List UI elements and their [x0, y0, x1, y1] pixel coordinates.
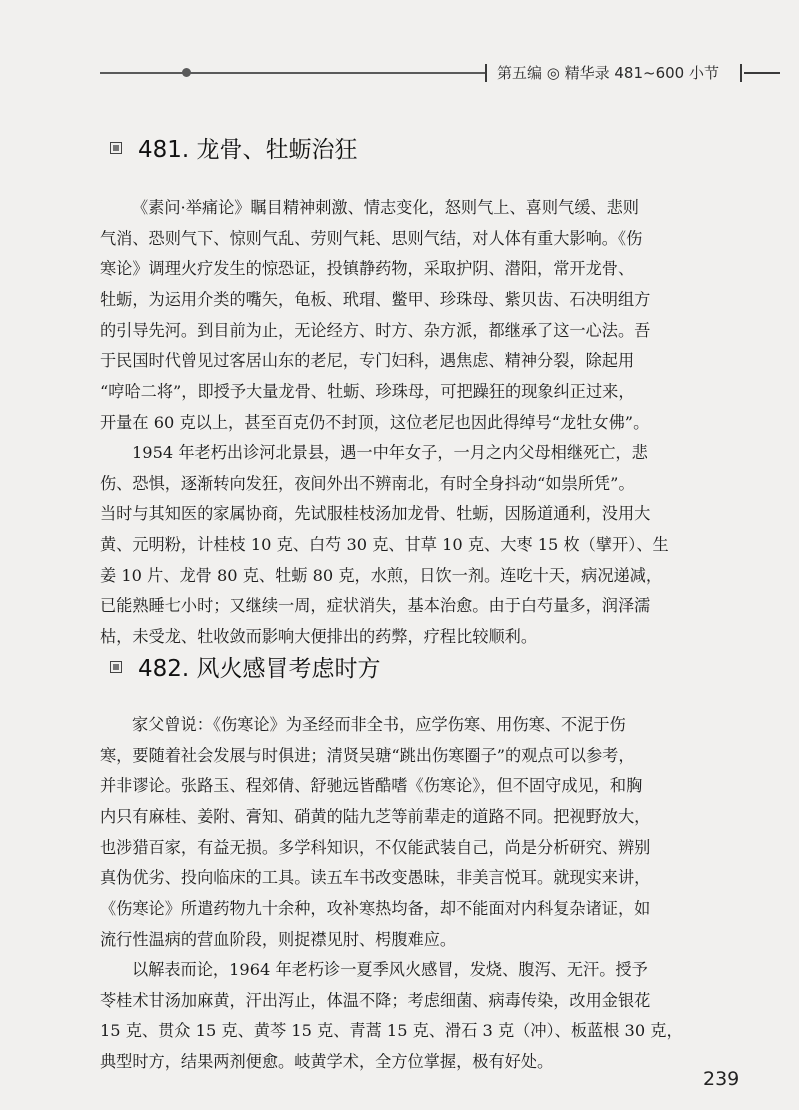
text-line: 也涉猎百家，有益无损。多学科知识，不仅能武装自己，尚是分析研究、辨别: [100, 837, 651, 857]
square-bullet-icon: [110, 142, 122, 154]
page-number: 239: [703, 1068, 740, 1090]
text-line: 典型时方，结果两剂便愈。岐黄学术，全方位掌握，极有好处。: [100, 1052, 554, 1072]
text-line: “哼哈二将”，即授予大量龙骨、牡蛎、珍珠母，可把躁狂的现象纠正过来，: [100, 382, 635, 402]
text-line: 伤、恐惧，逐渐转向发狂，夜间外出不辨南北，有时全身抖动“如祟所凭”。: [100, 473, 635, 493]
text-line: 已能熟睡七小时；又继续一周，症状消失，基本治愈。由于白芍量多，润泽濡: [100, 596, 651, 616]
section-481-paragraph-2: [100, 438, 740, 653]
text-line: 的引导先河。到目前为止，无论经方、时方、杂方派，都继承了这一心法。吾: [100, 320, 651, 340]
text-line: 气消、恐则气下、惊则气乱、劳则气耗、思则气结，对人体有重大影响。《伤: [100, 228, 643, 248]
text-line: 家父曾说：《伤寒论》为圣经而非全书，应学伤寒、用伤寒、不泥于伤: [132, 715, 626, 734]
section-heading-482: [110, 650, 381, 683]
text-line: 开量在 60 克以上，甚至百克仍不封顶，这位老尼也因此得绰号“龙牡女佛”。: [100, 412, 650, 432]
text-line: 15 克、贯众 15 克、黄芩 15 克、青蒿 15 克、滑石 3 克（冲）、板蓝根 30 克，: [100, 1021, 683, 1041]
text-line: 《素问·举痛论》瞩目精神刺激、情志变化，怒则气上、喜则气缓、悲则: [132, 198, 639, 217]
text-line: 苓桂术甘汤加麻黄，汗出泻止，体温不降；考虑细菌、病毒传染，改用金银花: [100, 990, 651, 1010]
text-line: 内只有麻桂、姜附、膏知、硝黄的陆九芝等前辈走的道路不同。把视野放大，: [100, 807, 651, 827]
text-line: 黄、元明粉，计桂枝 10 克、白芍 30 克、甘草 10 克、大枣 15 枚（擘开）、生: [100, 535, 669, 555]
section-title: 482. 风火感冒考虑时方: [138, 656, 381, 682]
header-rule: [100, 72, 485, 74]
text-line: 并非谬论。张路玉、程郊倩、舒驰远皆酷嗜《伤寒论》，但不固守成见，和胸: [100, 776, 643, 796]
text-line: 姜 10 片、龙骨 80 克、牡蛎 80 克，水煎，日饮一剂。连吃十天，病况递减，: [100, 565, 663, 585]
running-header-title: 第五编 ◎ 精华录 481~600 小节: [497, 64, 719, 82]
text-line: 流行性温病的营血阶段，则捉襟见肘、枵腹难应。: [100, 929, 457, 949]
square-bullet-icon: [110, 661, 122, 673]
section-481-paragraph-1: [100, 193, 740, 439]
header-rule-dot: [182, 68, 191, 77]
text-line: 牡蛎，为运用介类的嘴矢，龟板、玳瑁、鳖甲、珍珠母、紫贝齿、石决明组方: [100, 290, 651, 310]
header-rule-tail: [744, 72, 780, 74]
text-line: 寒，要随着社会发展与时俱进；清贤吴瑭“跳出伤寒圈子”的观点可以参考，: [100, 745, 635, 765]
text-line: 真伪优劣、投向临床的工具。读五车书改变愚昧，非美言悦耳。就现实来讲，: [100, 868, 651, 888]
header-divider-right: [740, 64, 742, 82]
section-482-paragraph-1: [100, 710, 740, 956]
section-482-paragraph-2: [100, 955, 740, 1078]
text-line: 枯，未受龙、牡收敛而影响大便排出的药弊，疗程比较顺利。: [100, 627, 538, 647]
text-line: 1954 年老朽出诊河北景县，遇一中年女子，一月之内父母相继死亡，悲: [132, 443, 648, 462]
text-line: 当时与其知医的家属协商，先试服桂枝汤加龙骨、牡蛎，因肠道通利，没用大: [100, 504, 651, 524]
header-divider-left: [485, 64, 487, 82]
text-line: 于民国时代曾见过客居山东的老尼，专门妇科，遇焦虑、精神分裂，除起用: [100, 351, 635, 371]
text-line: 以解表而论，1964 年老朽诊一夏季风火感冒，发烧、腹泻、无汗。授予: [132, 960, 648, 979]
section-heading-481: [110, 131, 358, 164]
section-title: 481. 龙骨、牡蛎治狂: [138, 137, 358, 163]
text-line: 寒论》调理火疗发生的惊恐证，投镇静药物，采取护阴、潜阳，常开龙骨、: [100, 259, 635, 279]
text-line: 《伤寒论》所遣药物九十余种，攻补寒热均备，却不能面对内科复杂诸证，如: [100, 899, 651, 919]
